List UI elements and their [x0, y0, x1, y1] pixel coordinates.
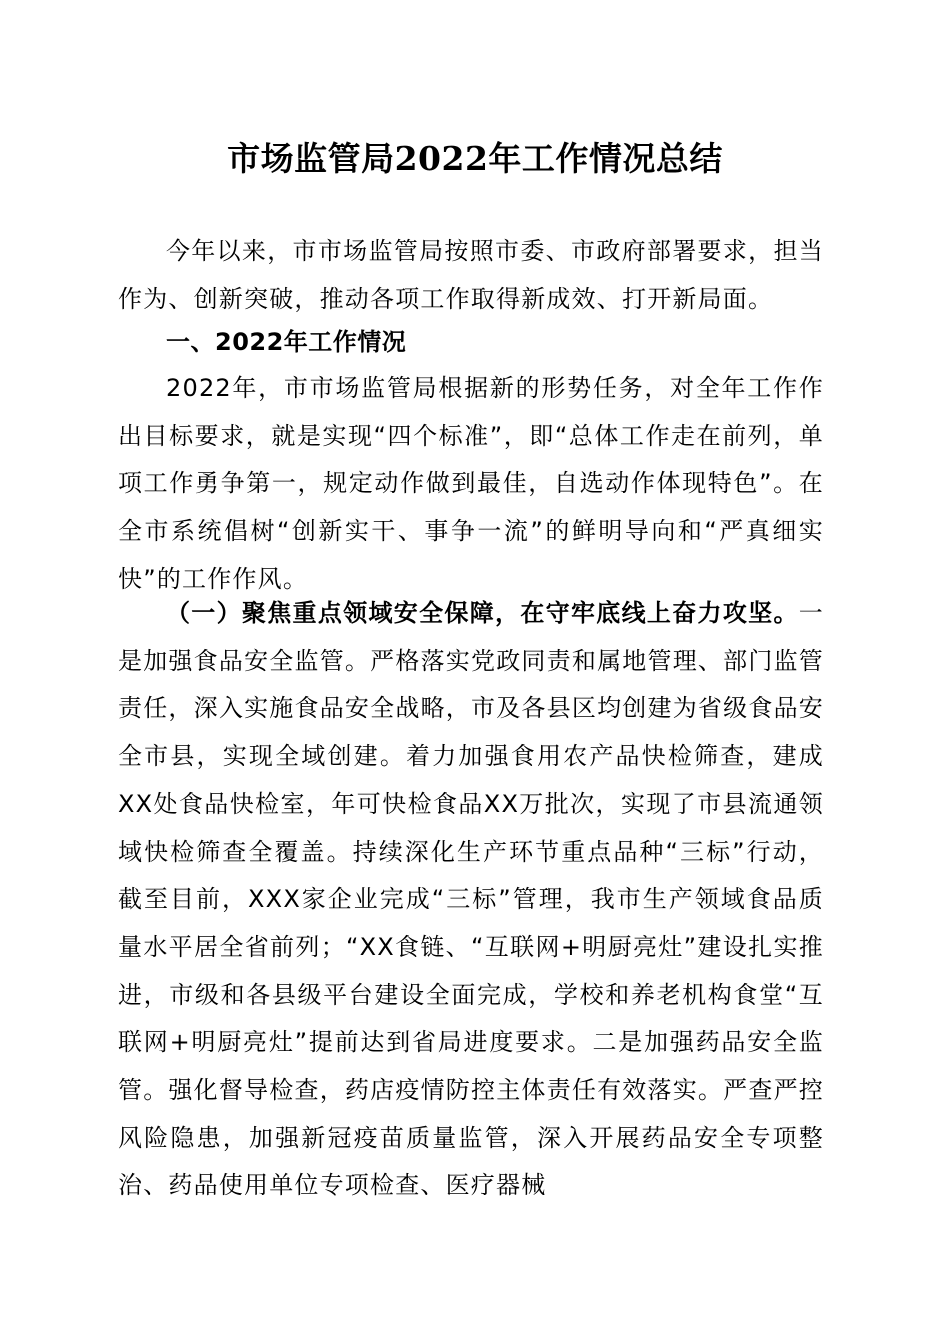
section-paragraph: 2022年，市市场监管局根据新的形势任务，对全年工作作出目标要求，就是实现“四个标准”，即“总体工作走在前列，单项工作勇争第一，规定动作做到最佳，自选动作体现特色”。在全市系统倡树“创新实干、事争一流”的鲜明导向和“严真细实快”的工作作风。 — [118, 374, 824, 593]
section-heading: 一、2022年工作情况 — [166, 328, 407, 356]
intro-paragraph: 今年以来，市市场监管局按照市委、市政府部署要求，担当作为、创新突破，推动各项工作取得新成效、打开新局面。 — [118, 237, 824, 313]
subsection-paragraph — [118, 590, 824, 1210]
subsection-body: 一是加强食品安全监管。严格落实党政同责和属地管理、部门监管责任，深入实施食品安全战略，市及各县区均创建为省级食品安全市县，实现全域创建。着力加强食用农产品快检筛查，建成XX处食品快检室，年可快检食品XX万批次，实现了市县流通领域快检筛查全覆盖。持续深化生产环节重点品种“三标”行动，截至目前，XXX家企业完成“三标”管理，我市生产领域食品质量水平居全省前列；“XX食链、“互联网+明厨亮灶”建设扎实推进，市级和各县级平台建设全面完成，学校和养老机构食堂“互联网+明厨亮灶”提前达到省局进度要求。二是加强药品安全监管。强化督导检查，药店疫情防控主体责任有效落实。严查严控风险隐患，加强新冠疫苗质量监管，深入开展药品安全专项整治、药品使用单位专项检查、医疗器械 — [118, 599, 824, 1200]
document-title: 市场监管局2022年工作情况总结 — [227, 139, 723, 178]
subsection-lead: （一）聚焦重点领域安全保障，在守牢底线上奋力攻坚。 — [166, 599, 799, 627]
